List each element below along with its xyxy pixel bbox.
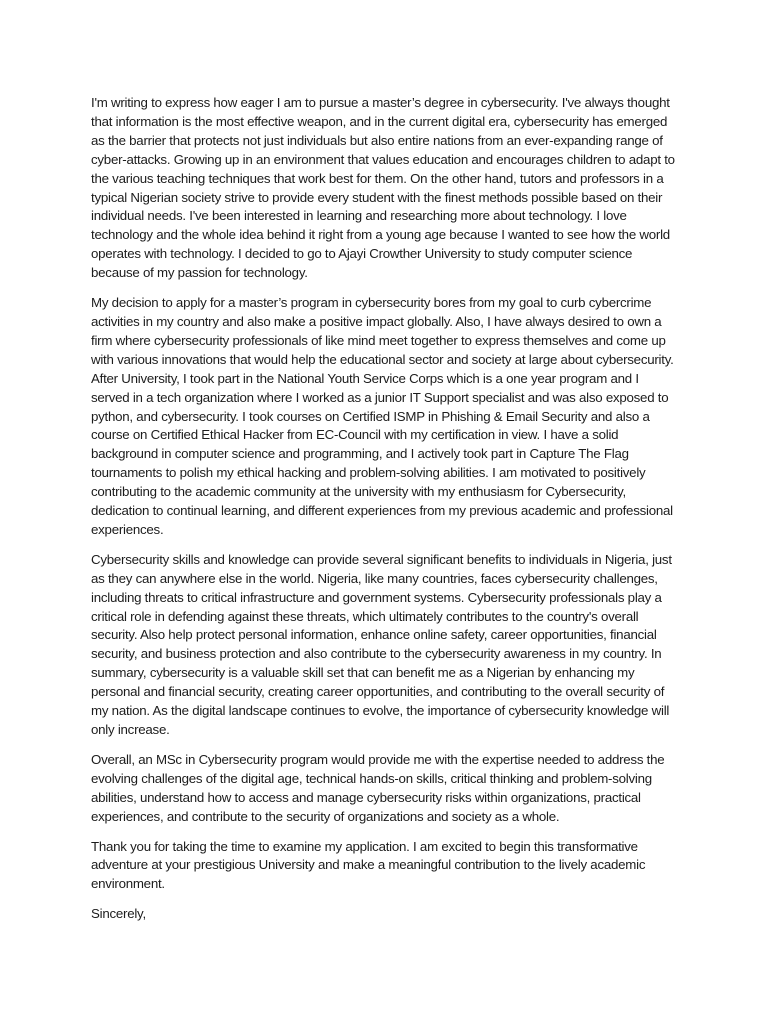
- paragraph-background: My decision to apply for a master’s program in cybersecurity bores from my goal to curb cybercrime activities in my country and also make a positive impact globally. Also, I have always desired to own a firm where cybersecurity professionals of like mind meet together to express themselves and come up with various innovations that would help the educational sector and society at large about cybersecurity. After University, I took part in the National Youth Service Corps which is a one year program and I served in a tech organization where I worked as a junior IT Support specialist and was also exposed to python, and cybersecurity. I took courses on Certified ISMP in Phishing & Email Security and also a course on Certified Ethical Hacker from EC-Council with my certification in view. I have a solid background in computer science and programming, and I actively took part in Capture The Flag tournaments to polish my ethical hacking and problem-solving abilities. I am motivated to positively contributing to the academic community at the university with my enthusiasm for Cybersecurity, dedication to continual learning, and different experiences from my previous academic and professional experiences.: [91, 295, 674, 537]
- closing-salutation: Sincerely,: [91, 906, 146, 922]
- paragraph-thanks: Thank you for taking the time to examine my application. I am excited to begin this transformative adventure at your prestigious University and make a meaningful contribution to the lively academic environment.: [91, 838, 646, 892]
- paragraph-motivation: I'm writing to express how eager I am to pursue a master’s degree in cybersecurity. I've always thought that information is the most effective weapon, and in the current digital era, cybersecurity has emerged as the barrier that protects not just individuals but also entire nations from an ever-expanding range of cyber-attacks. Growing up in an environment that values education and encourages children to adapt to the various teaching techniques that work best for them. On the other hand, tutors and professors in a typical Nigerian society strive to provide every student with the finest methods possible based on their individual needs. I've been interested in learning and researching more about technology. I love technology and the whole idea behind it right from a young age because I wanted to see how the world operates with technology. I decided to go to Ajayi Crowther University to study computer science because of my passion for technology.: [91, 95, 675, 281]
- paragraph-summary: Overall, an MSc in Cybersecurity program would provide me with the expertise needed to address the evolving challenges of the digital age, technical hands-on skills, critical thinking and problem-solving abilities, understand how to access and manage cybersecurity risks within organizations, practical experiences, and contribute to the security of organizations and society as a whole.: [91, 751, 665, 824]
- paragraph-benefits: Cybersecurity skills and knowledge can provide several significant benefits to individuals in Nigeria, just as they can anywhere else in the world. Nigeria, like many countries, faces cybersecurity challenges, including threats to critical infrastructure and government systems. Cybersecurity professionals play a critical role in defending against these threats, which ultimately contributes to the country's overall security. Also help protect personal information, enhance online safety, career opportunities, financial security, and business protection and also contribute to the cybersecurity awareness in my country. In summary, cybersecurity is a valuable skill set that can benefit me as a Nigerian by enhancing my personal and financial security, creating career opportunities, and contributing to the overall security of my nation. As the digital landscape continues to evolve, the importance of cybersecurity knowledge will only increase.: [91, 551, 672, 737]
- letter-body: [91, 94, 679, 935]
